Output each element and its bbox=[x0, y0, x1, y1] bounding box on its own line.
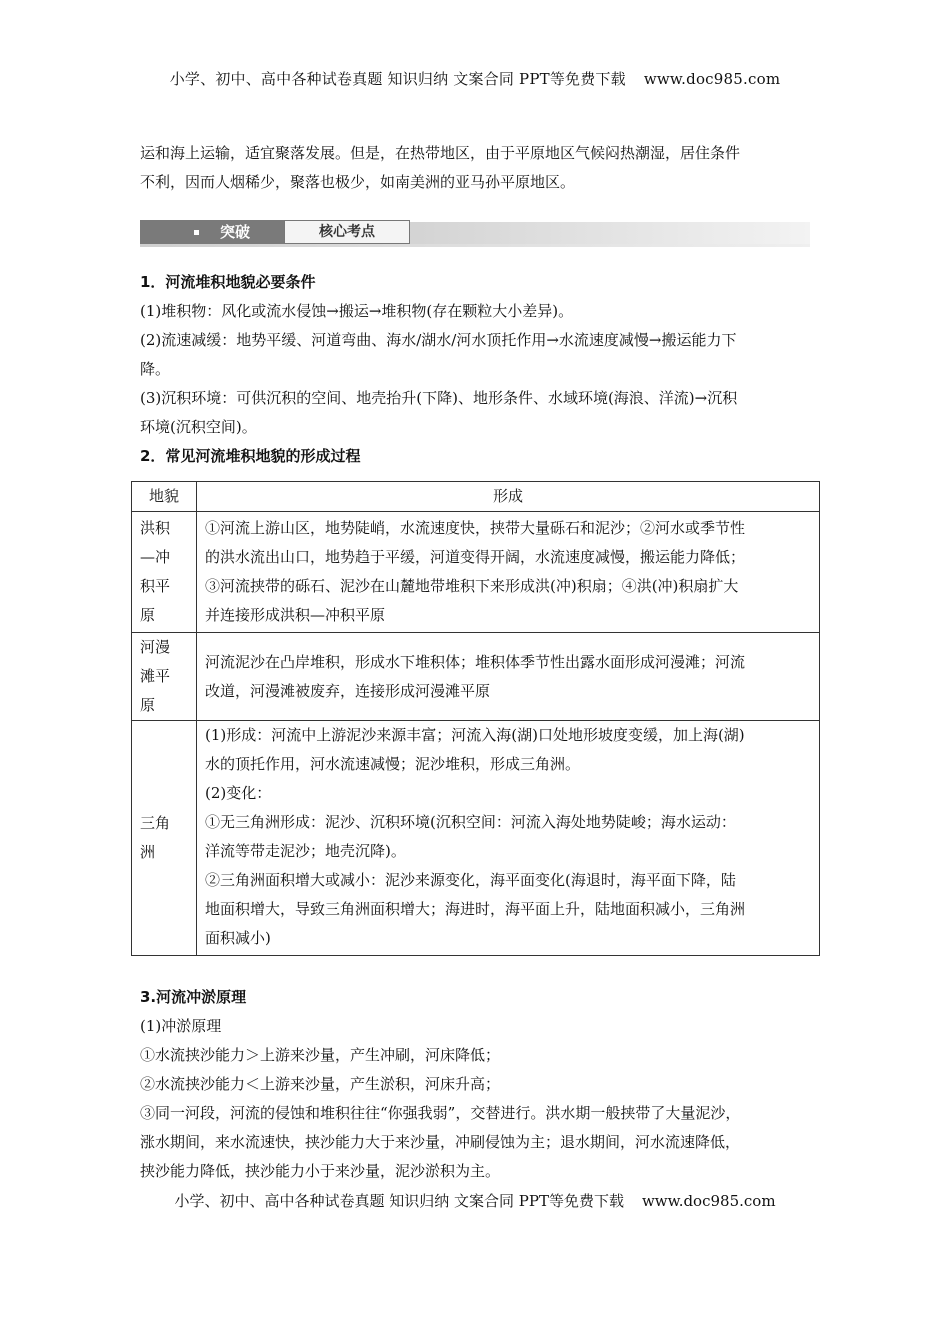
table-header-landform: 地貌 bbox=[132, 482, 197, 512]
page-header bbox=[0, 68, 950, 89]
formation-line: 地面积增大，导致三角洲面积增大；海进时，海平面上升，陆地面积减小，三角洲 bbox=[205, 900, 746, 918]
formation-line: ①河流上游山区，地势陡峭，水流速度快，挟带大量砾石和泥沙；②河水或季节性 bbox=[205, 519, 746, 537]
section-3-line: 涨水期间，来水流速快，挟沙能力大于来沙量，冲刷侵蚀为主；退水期间，河水流速降低， bbox=[140, 1133, 741, 1151]
landform-name bbox=[132, 633, 197, 721]
section-3-line: ②水流挟沙能力＜上游来沙量，产生淤积，河床升高； bbox=[140, 1075, 501, 1093]
section-3-subtitle: (1)冲淤原理 bbox=[140, 1017, 222, 1035]
name-line: 原 bbox=[140, 696, 156, 714]
formation-line: 洋流等带走泥沙；地壳沉降)。 bbox=[205, 842, 406, 860]
formation-cell bbox=[197, 633, 820, 721]
landform-name bbox=[132, 512, 197, 633]
formation-line: 水的顶托作用，河水流速减慢；泥沙堆积，形成三角洲。 bbox=[205, 755, 581, 773]
banner-right-label: 核心考点 bbox=[284, 220, 410, 244]
banner-left bbox=[140, 220, 284, 244]
formation-line: 改道，河漫滩被废弃，连接形成河漫滩平原 bbox=[205, 681, 491, 700]
section-1-title: 1．河流堆积地貌必要条件 bbox=[140, 273, 316, 291]
table-row bbox=[132, 721, 820, 956]
banner-underline bbox=[140, 244, 810, 247]
name-line: 洲 bbox=[140, 843, 156, 861]
header-url[interactable]: www.doc985.com bbox=[643, 70, 781, 88]
section-1-line: 降。 bbox=[140, 360, 171, 378]
footer-url[interactable]: www.doc985.com bbox=[641, 1192, 776, 1210]
formation-line: 的洪水流出山口，地势趋于平缓，河道变得开阔，水流速度减慢，搬运能力降低； bbox=[205, 548, 746, 566]
intro-line: 运和海上运输，适宜聚落发展。但是，在热带地区，由于平原地区气候闷热潮湿，居住条件 bbox=[140, 144, 741, 162]
section-3-title: 3.河流冲淤原理 bbox=[140, 988, 247, 1006]
header-text: 小学、初中、高中各种试卷真题 知识归纳 文案合同 PPT等免费下载 bbox=[169, 70, 626, 88]
table-header-row bbox=[132, 482, 820, 512]
footer-text: 小学、初中、高中各种试卷真题 知识归纳 文案合同 PPT等免费下载 bbox=[174, 1192, 624, 1210]
section-1-line: (3)沉积环境：可供沉积的空间、地壳抬升(下降)、地形条件、水域环境(海浪、洋流)→沉积 bbox=[140, 389, 738, 407]
name-line: 滩平 bbox=[140, 667, 171, 685]
section-2-title: 2．常见河流堆积地貌的形成过程 bbox=[140, 447, 361, 465]
intro-line: 不利，因而人烟稀少，聚落也极少，如南美洲的亚马孙平原地区。 bbox=[140, 173, 576, 191]
formation-line: 并连接形成洪积—冲积平原 bbox=[205, 606, 386, 624]
name-line: 积平 bbox=[140, 577, 171, 595]
formation-line: 面积减小) bbox=[205, 929, 271, 947]
name-line: 原 bbox=[140, 606, 156, 624]
formation-cell bbox=[197, 721, 820, 956]
page-footer bbox=[0, 1190, 950, 1211]
formation-line: ③河流挟带的砾石、泥沙在山麓地带堆积下来形成洪(冲)积扇；④洪(冲)积扇扩大 bbox=[205, 577, 739, 595]
intro-paragraph bbox=[140, 139, 820, 197]
name-line: 三角 bbox=[140, 814, 171, 832]
name-line: —冲 bbox=[140, 548, 171, 566]
section-3-line: ①水流挟沙能力＞上游来沙量，产生冲刷，河床降低； bbox=[140, 1046, 501, 1064]
section-3-line: ③同一河段，河流的侵蚀和堆积往往“你强我弱”，交替进行。洪水期一般挟带了大量泥沙， bbox=[140, 1104, 741, 1122]
table-row bbox=[132, 633, 820, 721]
name-line: 洪积 bbox=[140, 519, 171, 537]
section-1-line: 环境(沉积空间)。 bbox=[140, 418, 257, 436]
table-row bbox=[132, 512, 820, 633]
section-3 bbox=[140, 983, 820, 1186]
name-line: 河漫 bbox=[140, 638, 171, 656]
section-3-line: 挟沙能力降低，挟沙能力小于来沙量，泥沙淤积为主。 bbox=[140, 1162, 501, 1180]
landform-name bbox=[132, 721, 197, 956]
table-header-formation: 形成 bbox=[197, 482, 820, 512]
formation-cell bbox=[197, 512, 820, 633]
section-banner bbox=[140, 218, 810, 246]
section-1-line: (2)流速减缓：地势平缓、河道弯曲、海水/湖水/河水顶托作用→水流速度减慢→搬运能力下 bbox=[140, 331, 737, 349]
formation-line: (2)变化： bbox=[205, 784, 272, 802]
banner-left-label: 突破 bbox=[220, 223, 251, 241]
formation-line: ①无三角洲形成：泥沙、沉积环境(沉积空间：河流入海处地势陡峻；海水运动： bbox=[205, 813, 736, 831]
formation-line: 河流泥沙在凸岸堆积，形成水下堆积体；堆积体季节性出露水面形成河漫滩；河流 bbox=[205, 652, 746, 671]
square-bullet-icon bbox=[194, 230, 199, 235]
formation-line: ②三角洲面积增大或减小：泥沙来源变化，海平面变化(海退时，海平面下降，陆 bbox=[205, 871, 736, 889]
landform-table bbox=[131, 481, 820, 956]
formation-line: (1)形成：河流中上游泥沙来源丰富；河流入海(湖)口处地形坡度变缓，加上海(湖) bbox=[205, 726, 745, 744]
section-1-line: (1)堆积物：风化或流水侵蚀→搬运→堆积物(存在颗粒大小差异)。 bbox=[140, 302, 574, 320]
section-1 bbox=[140, 268, 820, 471]
